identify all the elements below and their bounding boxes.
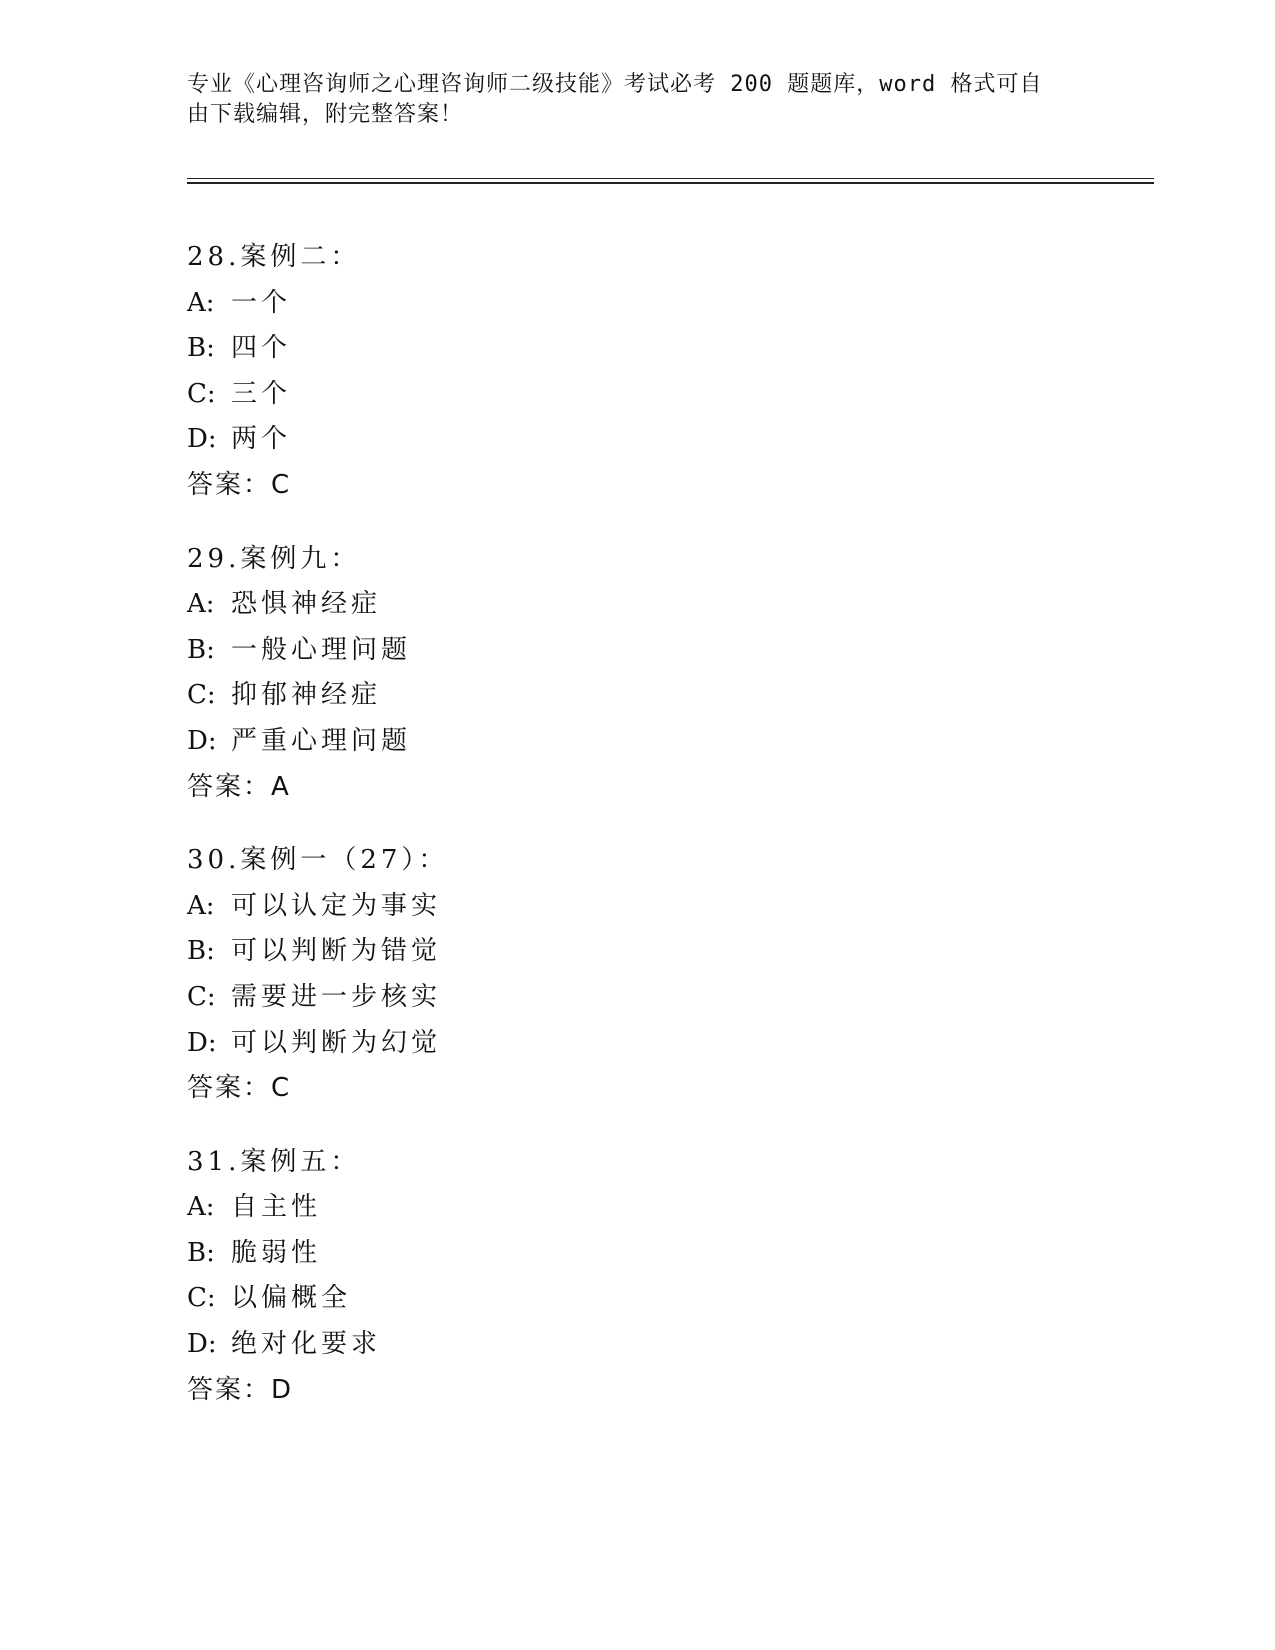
question-list — [187, 235, 1087, 1441]
option-d — [187, 1322, 1087, 1368]
option-text: 可以判断为错觉 — [231, 936, 442, 967]
option-letter: C: — [187, 1283, 216, 1314]
option-b — [187, 628, 1087, 674]
option-letter: A: — [187, 1192, 215, 1223]
option-text: 三个 — [231, 378, 292, 409]
question-title: 30.案例一（27）： — [187, 845, 449, 876]
option-b — [187, 1231, 1087, 1277]
option-c — [187, 975, 1087, 1021]
option-letter: D: — [187, 1329, 217, 1360]
option-text: 自主性 — [231, 1192, 322, 1223]
option-d — [187, 719, 1087, 765]
option-c — [187, 1276, 1087, 1322]
answer-line: 答案：C — [187, 1073, 292, 1104]
option-text: 可以判断为幻觉 — [231, 1027, 442, 1058]
option-text: 恐惧神经症 — [231, 589, 382, 620]
option-b — [187, 929, 1087, 975]
header-line-2: 由下载编辑，附完整答案！ — [187, 102, 464, 127]
question-item — [187, 537, 1087, 811]
option-text: 抑郁神经症 — [231, 680, 382, 711]
header-divider-thick — [187, 182, 1154, 184]
option-letter: D: — [187, 424, 217, 455]
option-text: 需要进一步核实 — [231, 981, 442, 1012]
header-line-1: 专业《心理咨询师之心理咨询师二级技能》考试必考 200 题题库，word 格式可自 — [187, 72, 1043, 97]
option-a — [187, 1185, 1087, 1231]
option-a — [187, 281, 1087, 327]
option-d — [187, 1021, 1087, 1067]
question-title: 29.案例九： — [187, 543, 361, 574]
question-title: 28.案例二： — [187, 242, 361, 272]
option-text: 一般心理问题 — [231, 634, 412, 665]
question-item — [187, 1140, 1087, 1414]
option-a — [187, 884, 1087, 930]
question-item — [187, 838, 1087, 1112]
answer-line: 答案：A — [187, 771, 291, 802]
option-text: 可以认定为事实 — [231, 890, 442, 921]
option-letter: A: — [187, 589, 215, 620]
document-header — [187, 70, 1067, 130]
option-letter: B: — [187, 333, 215, 364]
option-a — [187, 582, 1087, 628]
option-text: 严重心理问题 — [231, 725, 412, 756]
header-divider-thin — [187, 178, 1154, 179]
question-title: 31.案例五： — [187, 1146, 361, 1177]
option-letter: A: — [187, 287, 215, 318]
option-letter: B: — [187, 634, 215, 665]
option-letter: A: — [187, 890, 215, 921]
option-d — [187, 417, 1087, 463]
option-letter: C: — [187, 378, 216, 409]
option-text: 以偏概全 — [231, 1283, 352, 1314]
answer-line: 答案：D — [187, 1374, 294, 1405]
question-item — [187, 235, 1087, 509]
option-c — [187, 673, 1087, 719]
option-text: 脆弱性 — [231, 1237, 322, 1268]
option-letter: C: — [187, 981, 216, 1012]
option-letter: C: — [187, 680, 216, 711]
option-text: 一个 — [231, 287, 292, 318]
option-text: 两个 — [231, 424, 292, 455]
option-letter: B: — [187, 1237, 215, 1268]
option-letter: D: — [187, 725, 217, 756]
option-letter: B: — [187, 936, 215, 967]
option-b — [187, 326, 1087, 372]
option-text: 绝对化要求 — [231, 1329, 382, 1360]
answer-line: 答案：C — [187, 469, 292, 500]
option-text: 四个 — [231, 333, 292, 364]
option-c — [187, 372, 1087, 418]
option-letter: D: — [187, 1027, 217, 1058]
